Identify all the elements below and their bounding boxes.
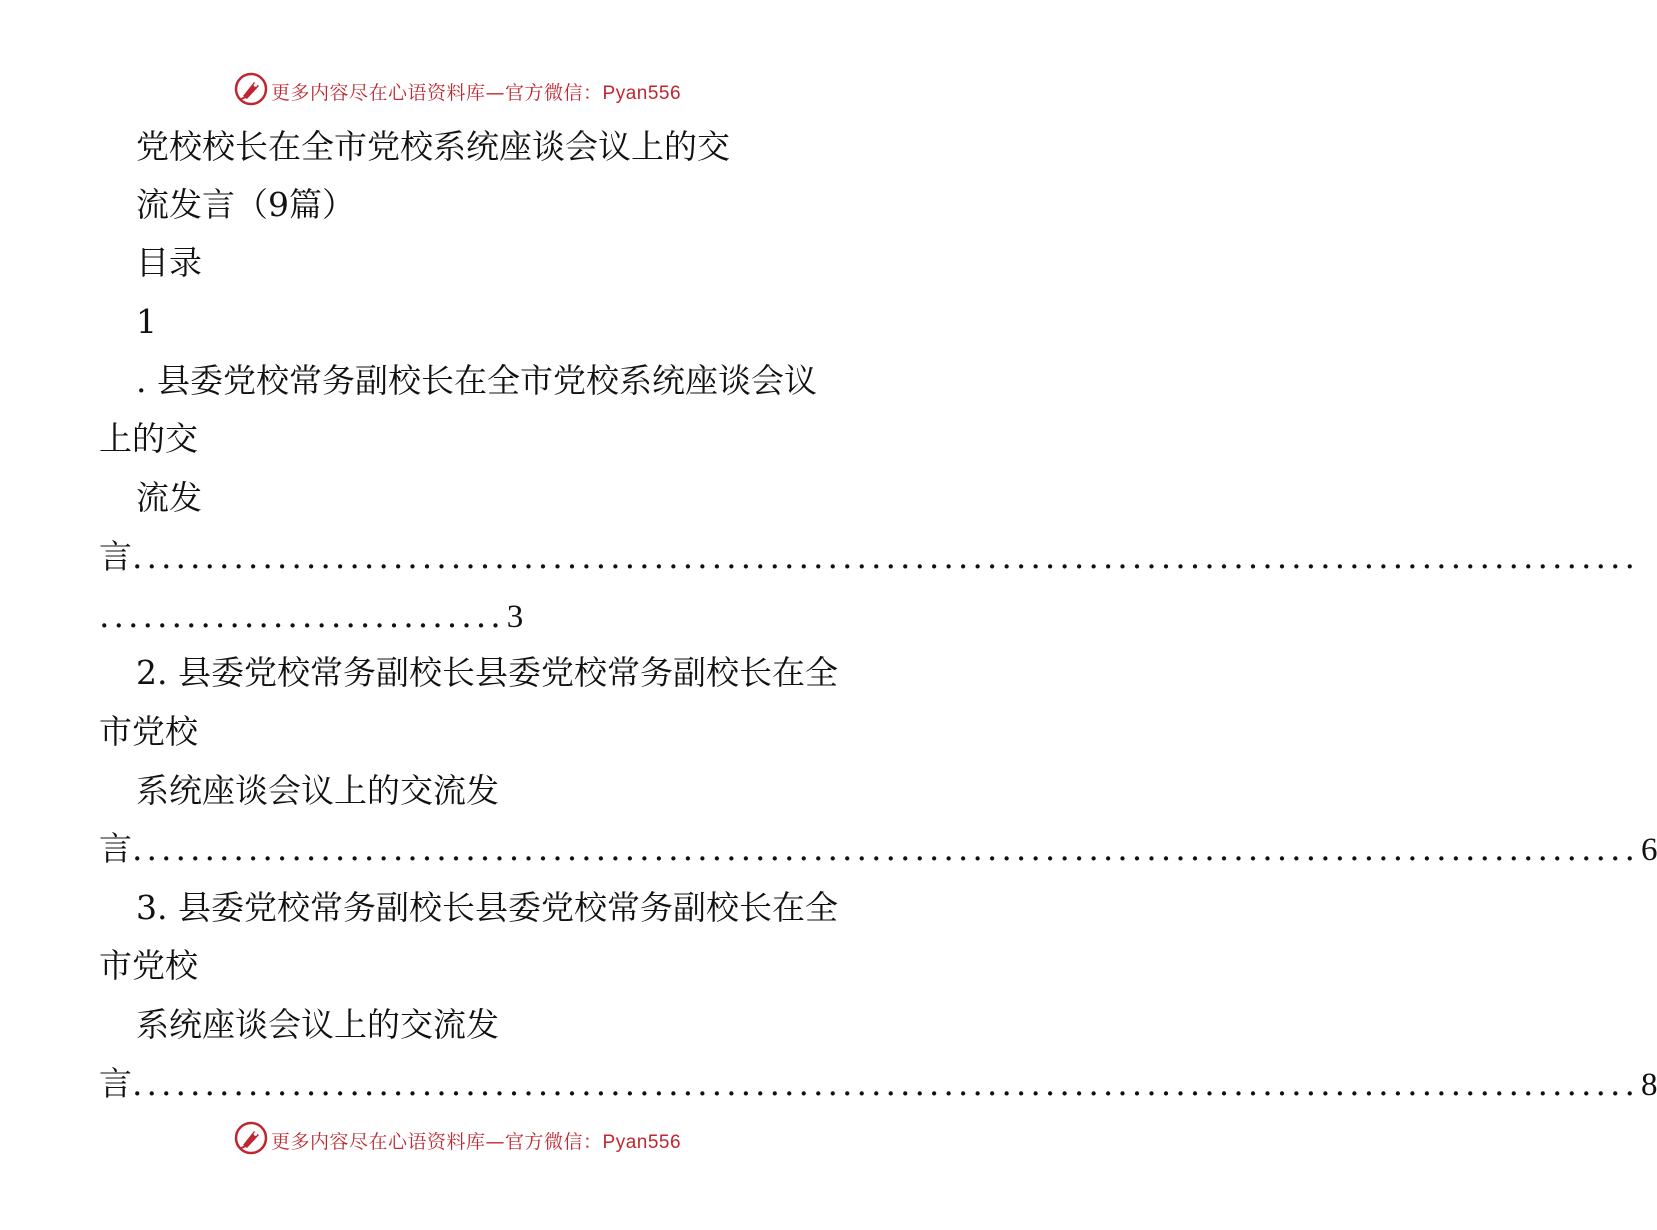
toc-entry-2-leader-row[interactable] xyxy=(99,829,1657,869)
toc-entry-1-lead: 言 xyxy=(99,537,132,576)
toc-entry-1-line-2: 上的交 xyxy=(99,419,198,458)
wechat-id: Pyan556 xyxy=(602,83,682,104)
toc-entry-2-line-3: 系统座谈会议上的交流发 xyxy=(136,771,499,810)
banner-text: 更多内容尽在心语资料库—官方微信：Pyan556 xyxy=(271,1131,682,1153)
header-banner xyxy=(0,70,950,110)
toc-entry-3-lead: 言 xyxy=(99,1064,132,1103)
toc-heading: 目录 xyxy=(136,243,202,282)
toc-entry-1-number: 1 xyxy=(136,302,157,341)
toc-entry-2-page: 6 xyxy=(1640,832,1657,868)
toc-entry-2-line-1: 2. 县委党校常务副校长县委党校常务副校长在全 xyxy=(136,653,838,692)
toc-entry-1-line-1: . 县委党校常务副校长在全市党校系统座谈会议 xyxy=(136,361,817,400)
dot-leader: ............................ xyxy=(99,596,505,635)
toc-entry-3-leader-row[interactable] xyxy=(99,1064,1657,1104)
document-title-line-1: 党校校长在全市党校系统座谈会议上的交 xyxy=(136,127,730,166)
pen-nib-logo-icon xyxy=(234,1121,268,1155)
toc-entry-1-line-3: 流发 xyxy=(136,478,202,517)
footer-banner xyxy=(0,1119,950,1159)
toc-entry-2-line-2: 市党校 xyxy=(99,712,198,751)
toc-entry-3-line-3: 系统座谈会议上的交流发 xyxy=(136,1005,499,1044)
toc-entry-3-line-2: 市党校 xyxy=(99,946,198,985)
toc-entry-1-page-row[interactable] xyxy=(99,596,523,636)
pen-nib-logo-icon xyxy=(234,72,268,106)
toc-entry-3-page: 8 xyxy=(1640,1067,1657,1103)
toc-entry-1-page: 3 xyxy=(506,599,524,635)
wechat-id: Pyan556 xyxy=(602,1132,682,1153)
dot-leader: ........................................................................................................ xyxy=(132,1064,1639,1103)
toc-entry-2-lead: 言 xyxy=(99,829,132,868)
toc-entry-1-leader-row[interactable] xyxy=(99,537,1639,577)
dot-leader: ........................................................................................................ xyxy=(132,537,1639,576)
banner-text: 更多内容尽在心语资料库—官方微信：Pyan556 xyxy=(271,82,682,104)
toc-entry-3-line-1: 3. 县委党校常务副校长县委党校常务副校长在全 xyxy=(136,888,838,927)
document-title-line-2: 流发言（9篇） xyxy=(136,185,355,224)
dot-leader: ........................................................................................................ xyxy=(132,829,1639,868)
